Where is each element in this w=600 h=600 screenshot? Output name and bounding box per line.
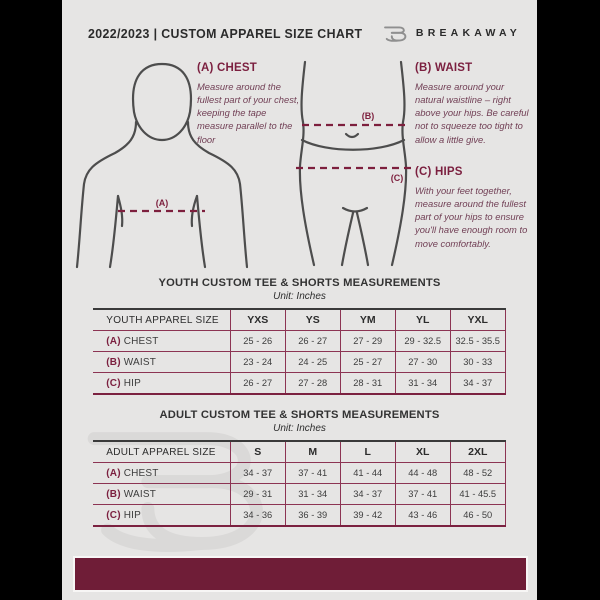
youth-table-title: YOUTH CUSTOM TEE & SHORTS MEASUREMENTS <box>158 277 441 289</box>
waist-description: Measure around your natural waistline – right above your hips. Be careful not to squeeze too tight to allow a little give. <box>415 81 529 145</box>
size-header-cell: XL <box>395 441 450 463</box>
hips-description: With your feet together, measure around the fullest part of your hips to ensure you'll have enough room to move comfortably. <box>415 185 528 249</box>
breakaway-b-logo-icon <box>383 22 410 45</box>
measurement-value-cell: 34 - 37 <box>450 373 505 395</box>
size-column-header: ADULT APPAREL SIZE <box>93 441 230 463</box>
size-header-cell: YL <box>395 309 450 331</box>
size-header-cell: M <box>285 441 340 463</box>
measurement-value-cell: 27 - 28 <box>285 373 340 395</box>
measurement-name: CHEST <box>120 335 159 347</box>
brand-name: BREAKAWAY <box>415 27 521 39</box>
measurement-value-cell: 43 - 46 <box>395 505 450 527</box>
measurement-key: (A) <box>106 335 121 347</box>
measurement-guide <box>62 58 537 272</box>
measurement-key: (C) <box>106 509 121 521</box>
measurement-value-cell: 41 - 45.5 <box>450 484 505 505</box>
measurement-row-label <box>93 331 230 352</box>
measurement-value-cell: 27 - 29 <box>340 331 395 352</box>
measurement-value-cell: 26 - 27 <box>285 331 340 352</box>
measurement-key: (A) <box>106 467 121 479</box>
measurement-value-cell: 31 - 34 <box>395 373 450 395</box>
size-chart-page <box>62 0 537 600</box>
size-column-header: YOUTH APPAREL SIZE <box>93 309 230 331</box>
size-header-cell: YXS <box>230 309 285 331</box>
adult-size-section <box>62 409 537 527</box>
measurement-name: WAIST <box>120 488 157 500</box>
measurement-value-cell: 34 - 36 <box>230 505 285 527</box>
adult-table-title: ADULT CUSTOM TEE & SHORTS MEASUREMENTS <box>159 409 440 421</box>
measurement-value-cell: 44 - 48 <box>395 463 450 484</box>
measurement-value-cell: 27 - 30 <box>395 352 450 373</box>
measurement-name: WAIST <box>120 356 157 368</box>
lower-body-diagram <box>292 60 414 268</box>
measurement-value-cell: 46 - 50 <box>450 505 505 527</box>
measurement-value-cell: 48 - 52 <box>450 463 505 484</box>
guide-section-hips <box>415 166 529 250</box>
measurement-row-label <box>93 463 230 484</box>
measurement-value-cell: 26 - 27 <box>230 373 285 395</box>
size-table <box>93 440 506 527</box>
page-title: 2022/2023 | CUSTOM APPAREL SIZE CHART <box>88 25 363 41</box>
chest-description: Measure around the fullest part of your chest, keeping the tape measure parallel to the floor <box>197 81 300 145</box>
letterbox-right <box>537 0 600 600</box>
measurement-value-cell: 23 - 24 <box>230 352 285 373</box>
measurement-value-cell: 39 - 42 <box>340 505 395 527</box>
measurement-row-label <box>93 505 230 527</box>
measurement-name: CHEST <box>120 467 159 479</box>
size-header-cell: L <box>340 441 395 463</box>
size-header-cell: YXL <box>450 309 505 331</box>
size-header-cell: 2XL <box>450 441 505 463</box>
measurement-name: HIP <box>120 509 141 521</box>
measurement-value-cell: 32.5 - 35.5 <box>450 331 505 352</box>
guide-section-chest <box>197 62 301 146</box>
measurement-value-cell: 30 - 33 <box>450 352 505 373</box>
waist-heading: (B) WAIST <box>415 62 473 74</box>
measurement-value-cell: 31 - 34 <box>285 484 340 505</box>
footer-accent-bar <box>73 556 528 592</box>
measurement-value-cell: 41 - 44 <box>340 463 395 484</box>
waist-line-label: (B) <box>361 111 375 121</box>
chest-line-label: (A) <box>155 198 169 208</box>
brand-lockup <box>383 22 521 45</box>
measurement-key: (C) <box>106 377 121 389</box>
measurement-row-label <box>93 352 230 373</box>
hips-line-label: (C) <box>390 173 404 183</box>
measurement-value-cell: 34 - 37 <box>340 484 395 505</box>
measurement-key: (B) <box>106 356 121 368</box>
adult-table-unit: Unit: Inches <box>273 423 326 434</box>
measurement-value-cell: 36 - 39 <box>285 505 340 527</box>
measurement-value-cell: 24 - 25 <box>285 352 340 373</box>
size-table <box>93 308 506 395</box>
measurement-value-cell: 25 - 27 <box>340 352 395 373</box>
measurement-row-label <box>93 484 230 505</box>
measurement-value-cell: 29 - 31 <box>230 484 285 505</box>
measurement-value-cell: 34 - 37 <box>230 463 285 484</box>
letterbox-left <box>0 0 62 600</box>
size-header-cell: YM <box>340 309 395 331</box>
measurement-value-cell: 37 - 41 <box>395 484 450 505</box>
size-header-cell: S <box>230 441 285 463</box>
guide-section-waist <box>415 62 529 146</box>
measurement-row-label <box>93 373 230 395</box>
measurement-value-cell: 28 - 31 <box>340 373 395 395</box>
header <box>88 18 521 48</box>
measurement-value-cell: 25 - 26 <box>230 331 285 352</box>
measurement-value-cell: 29 - 32.5 <box>395 331 450 352</box>
hips-heading: (C) HIPS <box>415 166 463 178</box>
measurement-value-cell: 37 - 41 <box>285 463 340 484</box>
youth-size-section <box>62 277 537 395</box>
measurement-name: HIP <box>120 377 141 389</box>
measurement-key: (B) <box>106 488 121 500</box>
chest-heading: (A) CHEST <box>197 62 257 74</box>
size-header-cell: YS <box>285 309 340 331</box>
youth-table-unit: Unit: Inches <box>273 291 326 302</box>
